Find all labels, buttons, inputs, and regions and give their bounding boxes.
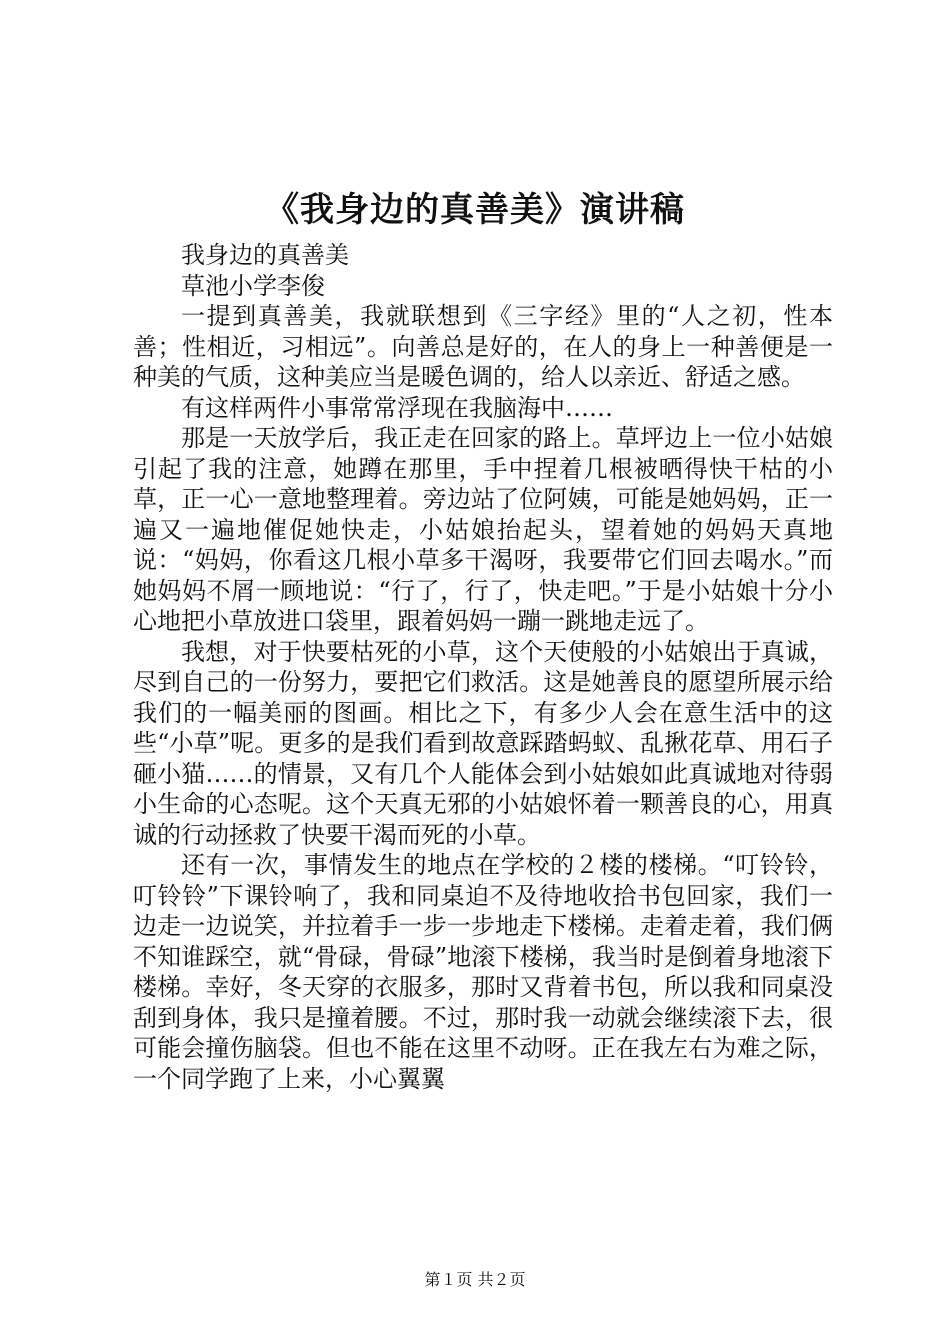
paragraph: 那是一天放学后，我正走在回家的路上。草坪边上一位小姑娘引起了我的注意，她蹲在那里，手中捏着几根被晒得快干枯的小草，正一心一意地整理着。旁边站了位阿姨，可能是她妈妈，正一遍又一遍地催促她快走，小姑娘抬起头，望着她的妈妈天真地说：“妈妈，你看这几根小草多干渴呀，我要带它们回去喝水。”而她妈妈不屑一顾地说：“行了，行了，快走吧。”于是小姑娘十分小心地把小草放进口袋里，跟着妈妈一蹦一跳地走远了。 [133,424,833,635]
paragraph-subtitle: 我身边的真善美 [181,241,349,269]
paragraph: 我想，对于快要枯死的小草，这个天使般的小姑娘出于真诚，尽到自己的一份努力，要把它们救活。这是她善良的愿望所展示给我们的一幅美丽的图画。相比之下，有多少人会在意生活中的这些“小草”呢。更多的是我们看到故意踩踏蚂蚁、乱揪花草、用石子砸小猫……的情景，又有几个人能体会到小姑娘如此真诚地对待弱小生命的心态呢。这个天真无邪的小姑娘怀着一颗善良的心，用真诚的行动拯救了快要干渴而死的小草。 [133,637,833,849]
paragraph: 还有一次，事情发生的地点在学校的２楼的楼梯。“叮铃铃，叮铃铃”下课铃响了，我和同桌迫不及待地收拾书包回家，我们一边走一边说笑，并拉着手一步一步地走下楼梯。走着走着，我们俩不知谁踩空，就“骨碌，骨碌”地滚下楼梯，我当时是倒着身地滚下楼梯。幸好，冬天穿的衣服多，那时又背着书包，所以我和同桌没刮到身体，我只是撞着腰。不过，那时我一动就会继续滚下去，很可能会撞伤脑袋。但也不能在这里不动呀。正在我左右为难之际，一个同学跑了上来，小心翼翼 [133,851,833,1093]
document-title: 《我身边的真善美》演讲稿 [265,190,685,230]
paragraph-author: 草池小学李俊 [181,271,325,300]
paragraph: 有这样两件小事常常浮现在我脑海中…… [181,393,613,422]
paragraph: 一提到真善美，我就联想到《三字经》里的“人之初，性本善；性相近，习相远”。向善总是好的，在人的身上一种善便是一种美的气质，这种美应当是暖色调的，给人以亲近、舒适之感。 [133,302,833,391]
page-number-footer: 第１页 共２页 [424,1270,526,1289]
document-body [133,240,833,1094]
